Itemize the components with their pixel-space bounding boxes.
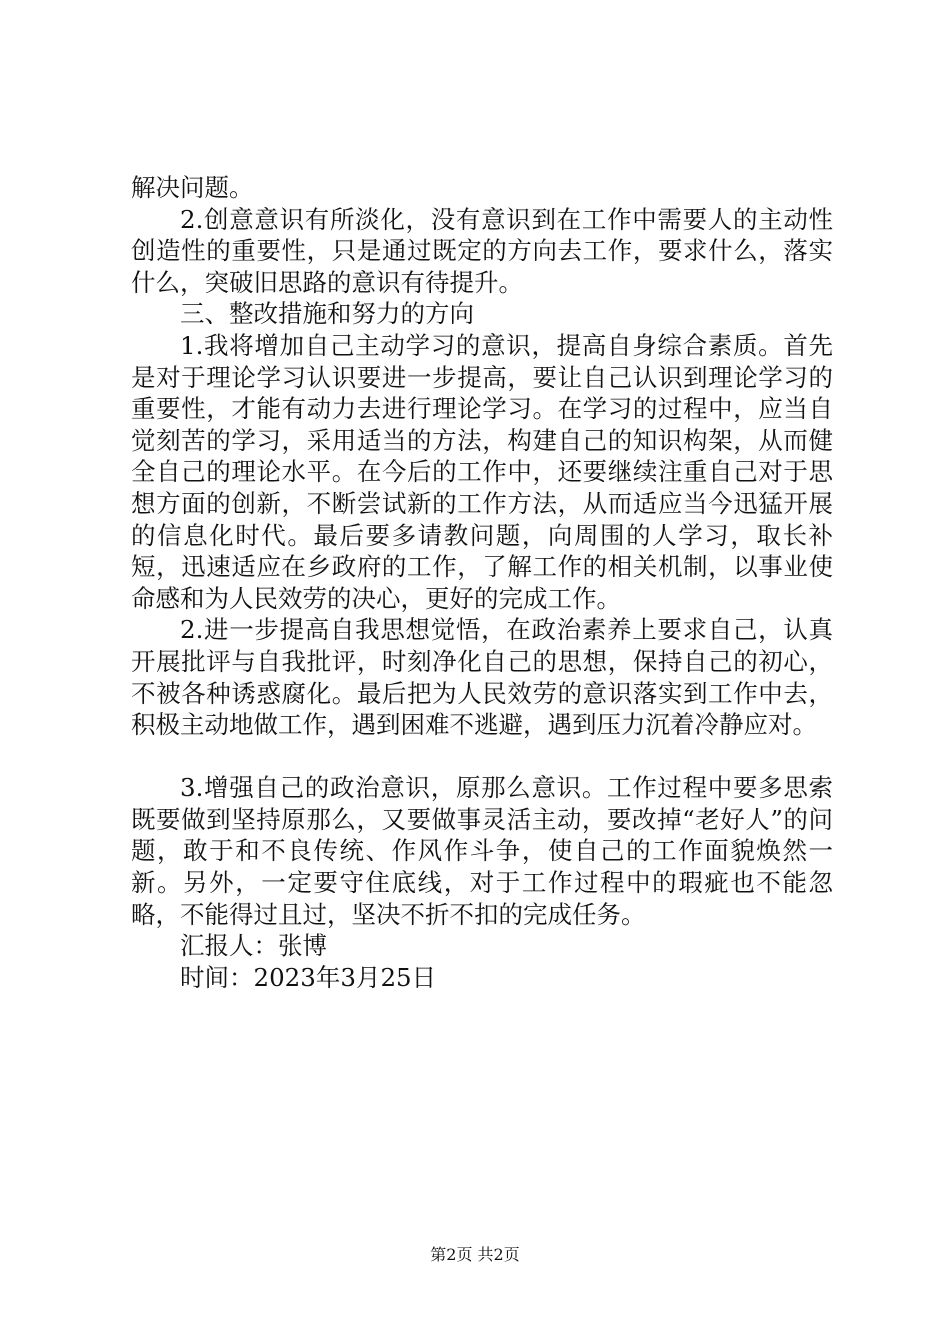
document-body <box>131 172 833 993</box>
paragraph-item-2-awareness: 2.进一步提高自我思想觉悟，在政治素养上要求自己，认真开展批评与自我批评，时刻净化自己的思想，保持自己的初心，不被各种诱惑腐化。最后把为人民效劳的意识落实到工作中去，积极主动地做工作，遇到困难不逃避，遇到压力沉着冷静应对。 <box>131 615 833 740</box>
paragraph-continuation: 解决问题。 <box>131 173 254 202</box>
date-line: 时间：2023年3月25日 <box>180 962 437 992</box>
paragraph-item-1-learning: 1.我将增加自己主动学习的意识，提高自身综合素质。首先是对于理论学习认识要进一步提高，要让自己认识到理论学习的重要性，才能有动力去进行理论学习。在学习的过程中，应当自觉刻苦的学习，采用适当的方法，构建自己的知识构架，从而健全自己的理论水平。在今后的工作中，还要继续注重自己对于思想方面的创新，不断尝试新的工作方法，从而适应当今迅猛开展的信息化时代。最后要多请教问题，向周围的人学习，取长补短，迅速适应在乡政府的工作，了解工作的相关机制，以事业使命感和为人民效劳的决心，更好的完成工作。 <box>131 330 833 613</box>
section-heading-rectification: 三、整改措施和努力的方向 <box>180 299 474 329</box>
page-footer: 第2页 共2页 <box>430 1245 520 1264</box>
reporter-line: 汇报人：张博 <box>180 931 327 961</box>
paragraph-item-3-political: 3.增强自己的政治意识，原那么意识。工作过程中要多思索既要做到坚持原那么，又要做事灵活主动，要改掉“老好人”的问题，敢于和不良传统、作风作斗争，使自己的工作面貌焕然一新。另外，一定要守住底线，对于工作过程中的瑕疵也不能忽略，不能得过且过，坚决不折不扣的完成任务。 <box>131 773 833 929</box>
paragraph-item-2-creativity: 2.创意意识有所淡化，没有意识到在工作中需要人的主动性创造性的重要性，只是通过既定的方向去工作，要求什么，落实什么，突破旧思路的意识有待提升。 <box>131 204 833 297</box>
